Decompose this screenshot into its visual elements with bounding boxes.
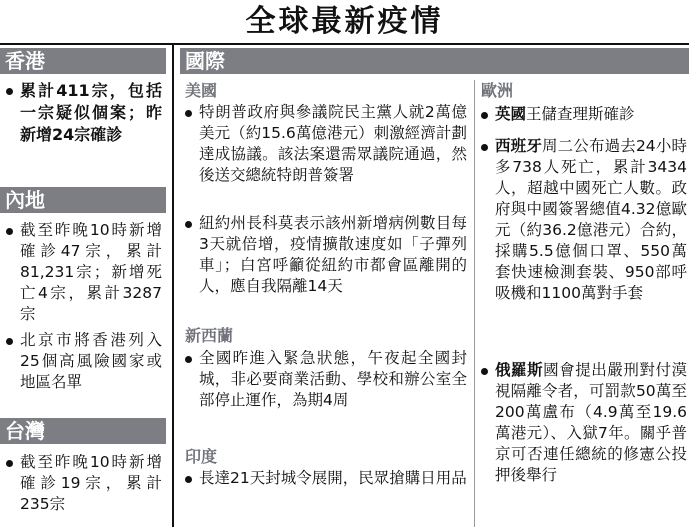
section-hongkong-header: 香港 bbox=[0, 48, 166, 74]
country-name-russia: 俄羅斯 bbox=[495, 361, 544, 379]
india-item: 長達21天封城令展開，民眾搶購日用品 bbox=[185, 468, 467, 489]
country-name-uk: 英國 bbox=[495, 105, 527, 123]
spain-text: 周二公布過去24小時多738人死亡，累計3434人，超越中國死亡人數。政府與中國簽署總值4.32億歐元（約36.2億港元）合約，採購5.5億個口罩、550萬套快速檢測套裝、950部呼吸機和1100萬對手套 bbox=[495, 137, 687, 302]
russia-text: 國會提出嚴刑對付漠視隔離令者，可罰款50萬至200萬盧布（4.9萬至19.6萬港元）、入獄7年。關乎普京可否連任總統的修憲公投押後舉行 bbox=[495, 361, 687, 484]
section-international-header: 國際 bbox=[180, 48, 689, 74]
mainland-item-1: 截至昨晚10時新增確診47宗，累計81,231宗；新增死亡4宗，累計3287宗 bbox=[6, 220, 162, 325]
usa-item-2: 紐約州長科莫表示該州新增病例數目每3天就倍增，疫情擴散速度如「子彈列車」；白宮呼籲從紐約市都會區離開的人，應自我隔離14天 bbox=[185, 213, 467, 297]
mainland-item-2: 北京市將香港列入25個高風險國家或地區名單 bbox=[6, 330, 162, 393]
subhead-usa: 美國 bbox=[185, 81, 218, 100]
subhead-europe: 歐洲 bbox=[481, 81, 514, 100]
country-name-spain: 西班牙 bbox=[495, 137, 542, 155]
nz-item: 全國昨進入緊急狀態，午夜起全國封城，非必要商業活動、學校和辦公室全部停止運作，為期4周 bbox=[185, 348, 467, 411]
usa-item-1: 特朗普政府與參議院民主黨人就2萬億美元（約15.6萬億港元）刺激經濟計劃達成協議。該法案還需眾議院通過，然後送交總統特朗普簽署 bbox=[185, 102, 467, 186]
europe-item-uk bbox=[481, 104, 687, 125]
section-mainland-header: 內地 bbox=[0, 187, 166, 213]
page-title: 全球最新疫情 bbox=[245, 4, 444, 39]
column-divider-intl bbox=[474, 80, 475, 527]
subhead-india: 印度 bbox=[185, 447, 218, 466]
uk-text: 王儲查理斯確診 bbox=[526, 105, 635, 123]
europe-item-spain bbox=[481, 136, 687, 304]
title-divider bbox=[0, 43, 689, 45]
hongkong-item: 累計411宗，包括一宗疑似個案；昨新增24宗確診 bbox=[6, 80, 162, 146]
taiwan-item: 截至昨晚10時新增確診19宗，累計235宗 bbox=[6, 452, 162, 515]
europe-item-russia bbox=[481, 360, 687, 486]
section-taiwan-header: 台灣 bbox=[0, 418, 166, 444]
column-divider bbox=[172, 45, 174, 527]
subhead-new-zealand: 新西蘭 bbox=[185, 326, 234, 345]
